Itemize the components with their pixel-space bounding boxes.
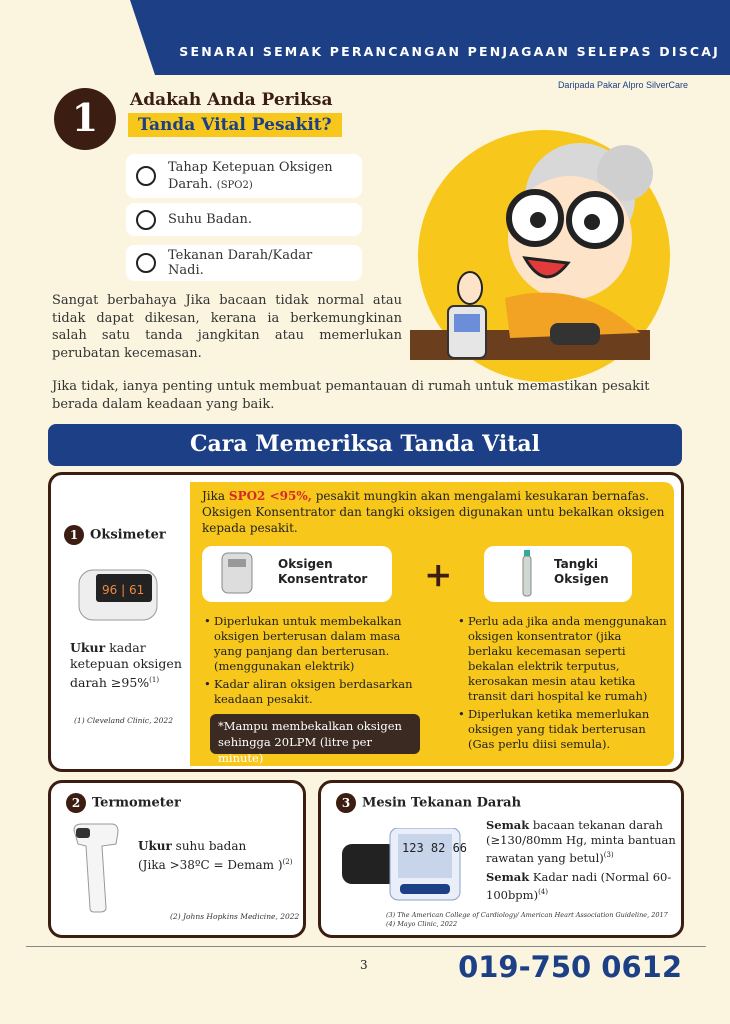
grandma-illustration: [410, 128, 680, 378]
plus-icon: +: [424, 555, 453, 595]
bp-citation-2: (4) Mayo Clinic, 2022: [386, 920, 458, 928]
tank-title: [554, 557, 609, 587]
semak-text: bacaan tekanan darah (≥130/80mm Hg, minta bantuan rawatan yang betul): [486, 818, 676, 865]
tank-card: [484, 546, 632, 602]
spo2-text: [202, 488, 668, 536]
phone-number[interactable]: 019-750 0612: [458, 950, 682, 984]
step-number: 1: [64, 525, 84, 545]
bp-heading: [336, 793, 521, 813]
oximeter-heading: [64, 525, 166, 545]
header-banner: [130, 0, 730, 75]
semak-label: Semak: [486, 818, 530, 832]
tank-bullets: [458, 614, 668, 755]
ukur-label: Ukur: [70, 640, 106, 655]
spo2-body: pesakit mungkin akan mengalami kesukaran bernafas. Oksigen Konsentrator dan tangki oksigen digunakan untu bekalkan oksigen kepada pesakit.: [202, 489, 665, 535]
checklist-item-blood-pressure[interactable]: [126, 245, 362, 281]
checklist-label: Darah.: [168, 176, 213, 192]
tank-title2: Oksigen: [554, 572, 609, 586]
checklist-item-oxygen[interactable]: [126, 154, 362, 198]
list-item: • Kadar aliran oksigen berdasarkan keadaan pesakit.: [204, 677, 414, 707]
semak-text: Kadar nadi (Normal 60- 100bpm): [486, 870, 672, 902]
concentrator-card: [202, 546, 392, 602]
oximeter-title: Oksimeter: [90, 527, 166, 543]
bp-title: Mesin Tekanan Darah: [362, 795, 522, 811]
ref-mark: (4): [538, 888, 548, 896]
ref-mark: (3): [603, 851, 614, 859]
thermometer-citation: (2) Johns Hopkins Medicine, 2022: [170, 912, 300, 921]
oximeter-screen: 96 | 61: [102, 583, 145, 597]
step-number: 2: [66, 793, 86, 813]
thermometer-instruction: [138, 838, 300, 873]
concentrator-bullets: [204, 614, 414, 710]
concentrator-image: [216, 551, 260, 597]
oximeter-image: [74, 562, 164, 628]
checkbox-icon[interactable]: [136, 210, 156, 230]
concentrator-note: *Mampu membekalkan oksigen sehingga 20LPM (litre per minute): [210, 714, 420, 754]
ukur-text: kadar ketepuan oksigen darah ≥95%: [70, 640, 182, 691]
cuff-shape: [550, 323, 600, 345]
concentrator-title2: Konsentrator: [278, 572, 368, 586]
tank-image: [512, 548, 542, 600]
bp-citation-1: (3) The American College of Cardiology/ American Heart Association Guideline, 2017: [386, 911, 668, 919]
thermometer-heading: [66, 793, 181, 813]
bp-semak1: [486, 818, 676, 866]
list-item: • Diperlukan ketika memerlukan oksigen yang tidak berterusan (Gas perlu diisi semula).: [458, 707, 668, 752]
header-title: SENARAI SEMAK PERANCANGAN PENJAGAAN SELEPAS DISCAJ: [179, 44, 720, 59]
tank-title1: Tangki: [554, 557, 598, 571]
checklist-label: Tekanan Darah/Kadar Nadi.: [168, 248, 313, 278]
ukur-label: Ukur: [138, 839, 172, 853]
ref-mark: (1): [149, 676, 160, 684]
checklist-label: Suhu Badan.: [168, 212, 253, 227]
bp-semak2: [486, 870, 676, 903]
page-number: 3: [360, 958, 368, 972]
thermometer-line1: suhu badan: [175, 839, 247, 853]
checklist-label: Tahap Ketepuan Oksigen: [168, 159, 333, 175]
hand-shape: [458, 272, 482, 304]
section-title: Cara Memeriksa Tanda Vital: [48, 424, 682, 466]
checklist-note: (SPO2): [216, 179, 253, 191]
ref-mark: (2): [282, 858, 293, 866]
thermometer-line2: (Jika >38ºC = Demam ): [138, 858, 283, 872]
oximeter-citation: (1) Cleveland Clinic, 2022: [74, 716, 173, 725]
concentrator-title: [278, 557, 367, 587]
spo2-highlight: SPO2 <95%,: [228, 489, 312, 503]
checklist-item-temperature[interactable]: [126, 203, 362, 236]
concentrator-title1: Oksigen: [278, 557, 333, 571]
warning-text: Sangat berbahaya Jika bacaan tidak normal atau tidak dapat dikesan, kerana ia berkemungkinan salah satu tanda jangkitan atau memerlukan perubatan kecemasan.: [52, 293, 402, 361]
oximeter-instruction: [70, 640, 186, 691]
footer-divider: [26, 946, 706, 947]
step-number: 3: [336, 793, 356, 813]
checkbox-icon[interactable]: [136, 253, 156, 273]
bp-screen: 123 82 66: [402, 841, 468, 855]
question-line1: Adakah Anda Periksa: [130, 90, 333, 110]
header-source: Daripada Pakar Alpro SilverCare: [557, 80, 688, 90]
question-line2: Tanda Vital Pesakit?: [128, 113, 342, 137]
bp-monitor-image: [342, 828, 482, 904]
list-item: • Perlu ada jika anda menggunakan oksigen konsentrator (jika berlaku kecemasan seperti bekalan elektrik terputus, kerosakan mesin atau ketika transit dari hospital ke rumah): [458, 614, 668, 704]
question-number: 1: [54, 88, 116, 150]
spo2-pre: Jika: [202, 489, 226, 503]
checkbox-icon[interactable]: [136, 166, 156, 186]
semak-label: Semak: [486, 870, 530, 884]
thermometer-title: Termometer: [92, 795, 181, 811]
advice-text: Jika tidak, ianya penting untuk membuat pemantauan di rumah untuk memastikan pesakit berada dalam keadaan yang baik.: [52, 379, 650, 412]
thermometer-image: [68, 822, 128, 914]
list-item: • Diperlukan untuk membekalkan oksigen berterusan dalam masa yang panjang dan berterusan. (menggunakan elektrik): [204, 614, 414, 674]
